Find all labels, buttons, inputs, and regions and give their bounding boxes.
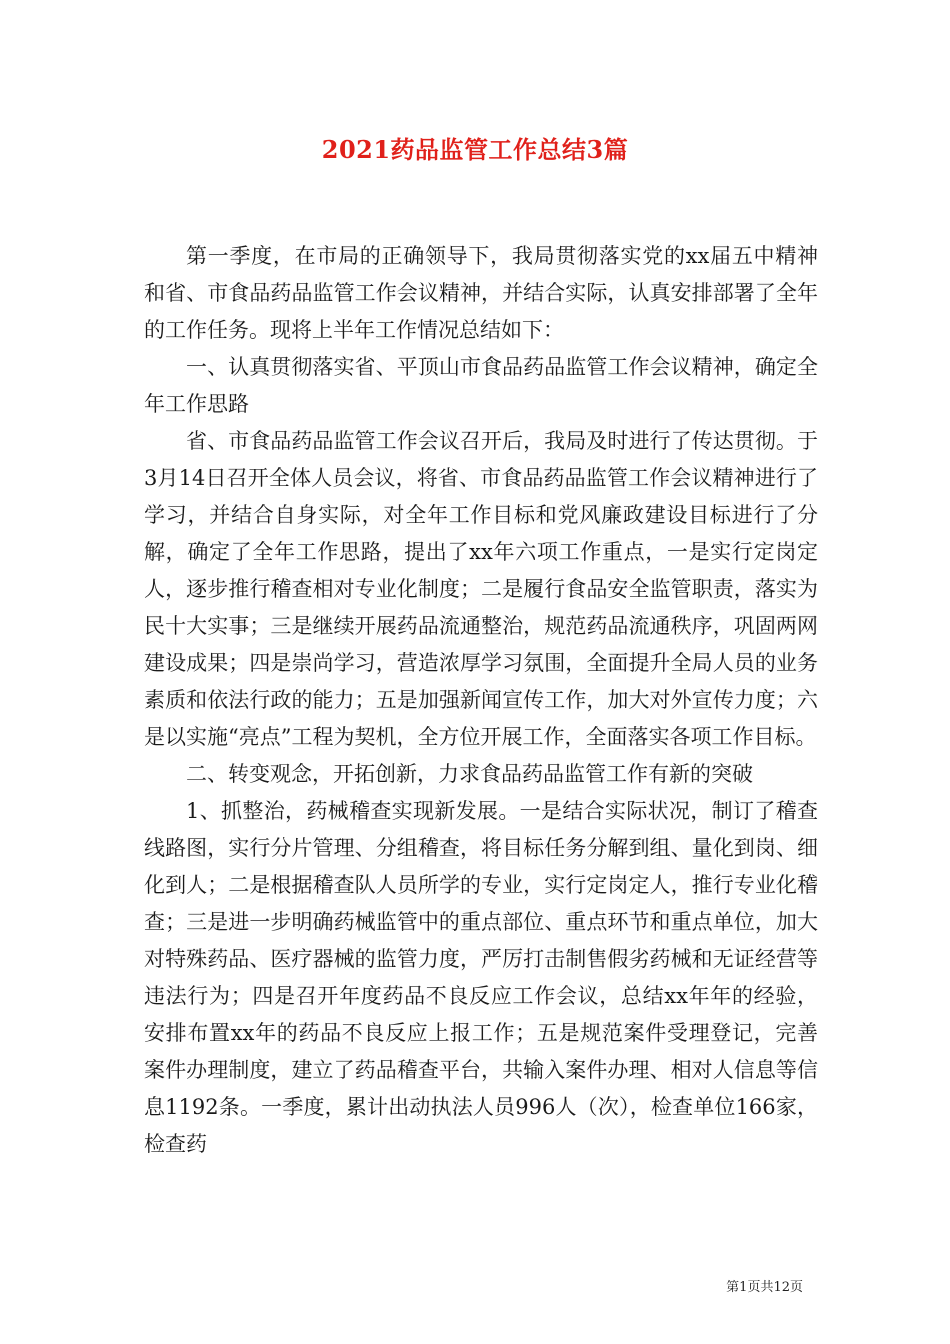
document-body: [144, 238, 818, 1163]
section-heading-1: 一、认真贯彻落实省、平顶山市食品药品监管工作会议精神，确定全年工作思路: [144, 355, 818, 416]
section-heading-2: 二、转变观念，开拓创新，力求食品药品监管工作有新的突破: [186, 762, 753, 786]
paragraph-intro: 第一季度，在市局的正确领导下，我局贯彻落实党的xx届五中精神和省、市食品药品监管工作会议精神，并结合实际，认真安排部署了全年的工作任务。现将上半年工作情况总结如下：: [144, 244, 818, 342]
paragraph-section-1: 省、市食品药品监管工作会议召开后，我局及时进行了传达贯彻。于3月14日召开全体人员会议，将省、市食品药品监管工作会议精神进行了学习，并结合自身实际，对全年工作目标和党风廉政建设目标进行了分解，确定了全年工作思路，提出了xx年六项工作重点，一是实行定岗定人，逐步推行稽查相对专业化制度；二是履行食品安全监管职责，落实为民十大实事；三是继续开展药品流通整治，规范药品流通秩序，巩固两网建设成果；四是崇尚学习，营造浓厚学习氛围，全面提升全局人员的业务素质和依法行政的能力；五是加强新闻宣传工作，加大对外宣传力度；六是以实施“亮点”工程为契机，全方位开展工作，全面落实各项工作目标。: [144, 429, 818, 749]
paragraph-item-1: 1、抓整治，药械稽查实现新发展。一是结合实际状况，制订了稽查线路图，实行分片管理、分组稽查，将目标任务分解到组、量化到岗、细化到人；二是根据稽查队人员所学的专业，实行定岗定人，推行专业化稽查；三是进一步明确药械监管中的重点部位、重点环节和重点单位，加大对特殊药品、医疗器械的监管力度，严厉打击制售假劣药械和无证经营等违法行为；四是召开年度药品不良反应工作会议，总结xx年年的经验，安排布置xx年的药品不良反应上报工作；五是规范案件受理登记，完善案件办理制度，建立了药品稽查平台，共输入案件办理、相对人信息等信息1192条。一季度，累计出动执法人员996人（次），检查单位166家，检查药: [144, 799, 818, 1156]
page-number-footer: 第1页共12页: [726, 1280, 803, 1295]
document-title: 2021药品监管工作总结3篇: [321, 135, 629, 164]
